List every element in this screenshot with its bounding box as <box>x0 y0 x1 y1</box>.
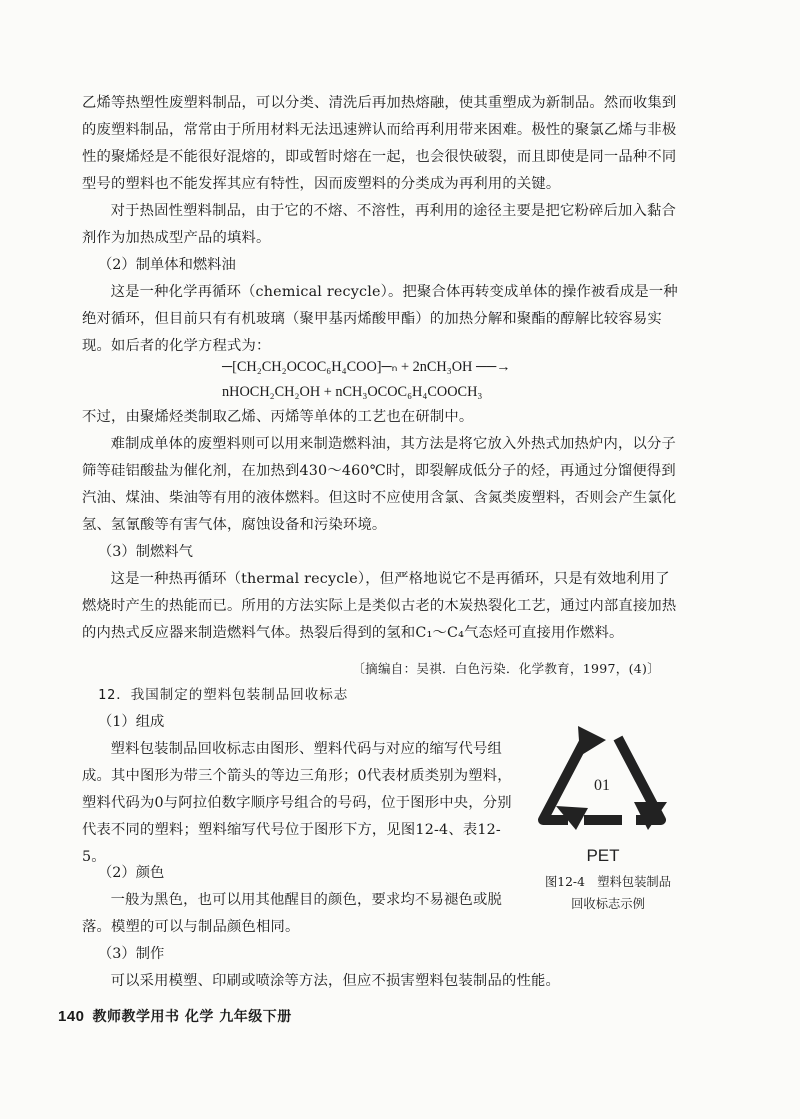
plastic-abbreviation: PET <box>586 846 620 865</box>
heading-composition: （1）组成 <box>98 714 165 730</box>
recycling-triangle-icon <box>526 706 676 878</box>
paragraph-olefin-monomer: 不过，由聚烯烃类制取乙烯、丙烯等单体的工艺也在研制中。 <box>82 409 474 425</box>
page-footer <box>58 1006 292 1026</box>
page-number: 140 <box>58 1008 85 1025</box>
citation: 〔摘编自：吴祺．白色污染．化学教育，1997，(4)〕 <box>352 661 660 676</box>
paragraph-color: 一般为黑色，也可以用其他醒目的颜色，要求均不易褪色或脱落。模塑的可以与制品颜色相同。 <box>82 892 503 935</box>
equation-line-1: ─[CH₂CH₂OCOC₆H₄COO]─ₙ + 2nCH₃OH ──→ <box>222 359 511 375</box>
paragraph-production: 可以采用模塑、印刷或喷涂等方法，但应不损害塑料包装制品的性能。 <box>110 973 560 989</box>
paragraph-fuel-oil: 难制成单体的废塑料则可以用来制造燃料油，其方法是将它放入外热式加热炉内，以分子筛等硅铝酸盐为催化剂，在加热到430～460℃时，即裂解成低分子的烃，再通过分馏便得到汽油、煤油、柴油等有用的液体燃料。但这时不应使用含氯、含氮类废塑料，否则会产生氯化氢、氢氰酸等有害气体，腐蚀设备和污染环境。 <box>82 436 677 533</box>
equation-line-2: nHOCH₂CH₂OH + nCH₃OCOC₆H₄COOCH₃ <box>222 384 483 400</box>
paragraph-thermal-recycle: 这是一种热再循环（thermal recycle），但严格地说它不是再循环，只是有效地利用了燃烧时产生的热能而已。所用的方法实际上是类似古老的木炭热裂化工艺，通过内部直接加热的内热式反应器来制造燃料气体。热裂后得到的氢和C₁～C₄气态烃可直接用作燃料。 <box>82 571 677 641</box>
paragraph-composition: 塑料包装制品回收标志由图形、塑料代码与对应的缩写代号组成。其中图形为带三个箭头的等边三角形；0代表材质类别为塑料，塑料代码为0与阿拉伯数字顺序号组合的号码，位于图形中央，分别代表不同的塑料；塑料缩写代号位于图形下方，见图12-4、表12-5。 <box>82 741 512 865</box>
heading-monomer-fuel-oil: （2）制单体和燃料油 <box>98 257 236 273</box>
heading-production: （3）制作 <box>98 946 165 962</box>
paragraph-thermoplastic-recycling: 乙烯等热塑性废塑料制品，可以分类、清洗后再加热熔融，使其重塑成为新制品。然而收集到的废塑料制品，常常由于所用材料无法迅速辨认而给再利用带来困难。极性的聚氯乙烯与非极性的聚烯烃是不能很好混熔的，即或暂时熔在一起，也会很快破裂，而且即使是同一品种不同型号的塑料也不能发挥其应有特性，因而废塑料的分类成为再利用的关键。 <box>82 95 677 192</box>
plastic-code: 01 <box>594 777 610 794</box>
figure-caption-line-2: 回收标志示例 <box>571 897 645 911</box>
recycling-mark-figure <box>526 706 676 878</box>
book-title: 教师教学用书 化学 九年级下册 <box>92 1009 292 1025</box>
paragraph-chemical-recycle: 这是一种化学再循环（chemical recycle）。把聚合体再转变成单体的操作被看成是一种绝对循环，但目前只有有机玻璃（聚甲基丙烯酸甲酯）的加热分解和聚酯的醇解比较容易实现。如后者的化学方程式为： <box>82 284 678 354</box>
paragraph-thermoset: 对于热固性塑料制品，由于它的不熔、不溶性，再利用的途径主要是把它粉碎后加入黏合剂作为加热成型产品的填料。 <box>82 203 676 246</box>
section-title-recycling-mark: 12．我国制定的塑料包装制品回收标志 <box>98 687 349 703</box>
figure-caption-line-1: 图12-4 塑料包装制品 <box>544 875 671 889</box>
heading-fuel-gas: （3）制燃料气 <box>98 544 193 560</box>
heading-color: （2）颜色 <box>98 865 165 881</box>
